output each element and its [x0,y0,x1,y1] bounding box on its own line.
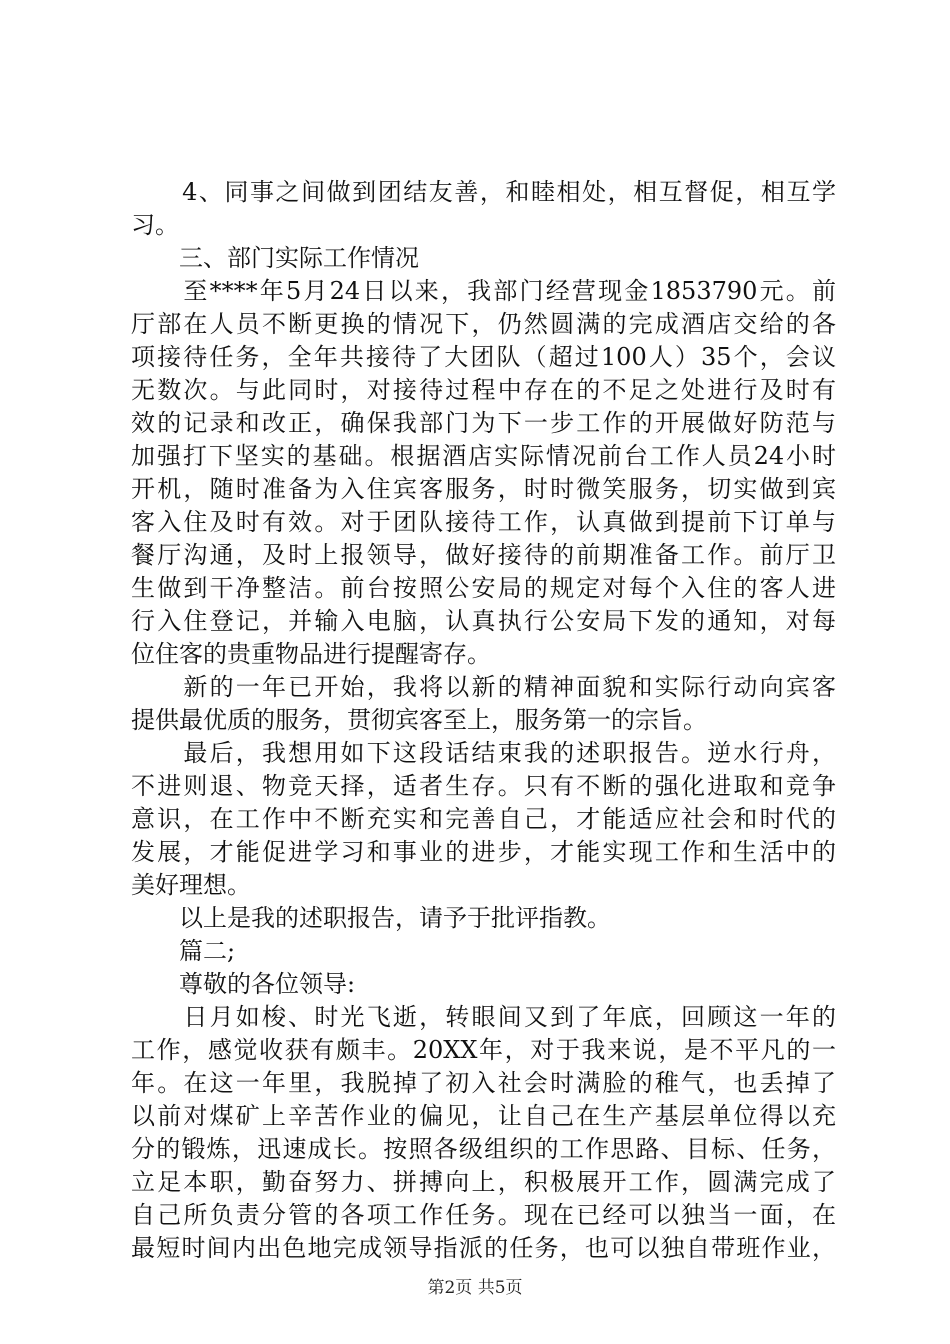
section-heading: 篇二; [131,937,236,965]
text-line: 提供最优质的服务，贯彻宾客至上，服务第一的宗旨。 [131,706,707,734]
text-line: 加强打下坚实的基础。根据酒店实际情况前台工作人员24小时 [131,442,836,470]
text-line: 最短时间内出色地完成领导指派的任务，也可以独自带班作业， [131,1234,836,1262]
text-line: 生做到干净整洁。前台按照公安局的规定对每个入住的客人进 [131,574,836,602]
text-line: 美好理想。 [131,871,251,899]
text-line: 厅部在人员不断更换的情况下，仍然圆满的完成酒店交给的各 [131,310,836,338]
text-line: 开机，随时准备为入住宾客服务，时时微笑服务，切实做到宾 [131,475,836,503]
text-line: 年。在这一年里，我脱掉了初入社会时满脸的稚气，也丢掉了 [131,1069,836,1097]
salutation: 尊敬的各位领导: [131,970,356,998]
text-line: 新的一年已开始，我将以新的精神面貌和实际行动向宾客 [131,673,836,701]
text-line: 以上是我的述职报告，请予于批评指教。 [131,904,611,932]
text-line: 4、同事之间做到团结友善，和睦相处，相互督促，相互学 [131,178,836,206]
text-line: 以前对煤矿上辛苦作业的偏见，让自己在生产基层单位得以充 [131,1102,836,1130]
text-line: 至****年5月24日以来，我部门经营现金1853790元。前 [131,277,836,305]
text-line: 日月如梭、时光飞逝，转眼间又到了年底，回顾这一年的 [131,1003,836,1031]
text-line: 工作，感觉收获有颇丰。20XX年，对于我来说，是不平凡的一 [131,1036,836,1064]
text-line: 发展，才能促进学习和事业的进步，才能实现工作和生活中的 [131,838,836,866]
text-line: 自己所负责分管的各项工作任务。现在已经可以独当一面，在 [131,1201,836,1229]
page-number-footer: 第2页 共5页 [427,1278,523,1298]
text-line: 无数次。与此同时，对接待过程中存在的不足之处进行及时有 [131,376,836,404]
text-line: 意识，在工作中不断充实和完善自己，才能适应社会和时代的 [131,805,836,833]
text-line: 分的锻炼，迅速成长。按照各级组织的工作思路、目标、任务， [131,1135,836,1163]
text-line: 最后，我想用如下这段话结束我的述职报告。逆水行舟， [131,739,836,767]
text-line: 习。 [131,211,179,239]
text-line: 项接待任务，全年共接待了大团队（超过100人）35个，会议 [131,343,836,371]
text-line: 位住客的贵重物品进行提醒寄存。 [131,640,491,668]
text-line: 餐厅沟通，及时上报领导，做好接待的前期准备工作。前厅卫 [131,541,836,569]
text-line: 立足本职，勤奋努力、拼搏向上，积极展开工作，圆满完成了 [131,1168,836,1196]
text-line: 效的记录和改正，确保我部门为下一步工作的开展做好防范与 [131,409,836,437]
text-line: 行入住登记，并输入电脑，认真执行公安局下发的通知，对每 [131,607,836,635]
text-line: 客入住及时有效。对于团队接待工作，认真做到提前下订单与 [131,508,836,536]
section-heading: 三、部门实际工作情况 [131,244,419,272]
text-line: 不进则退、物竞天择，适者生存。只有不断的强化进取和竞争 [131,772,836,800]
